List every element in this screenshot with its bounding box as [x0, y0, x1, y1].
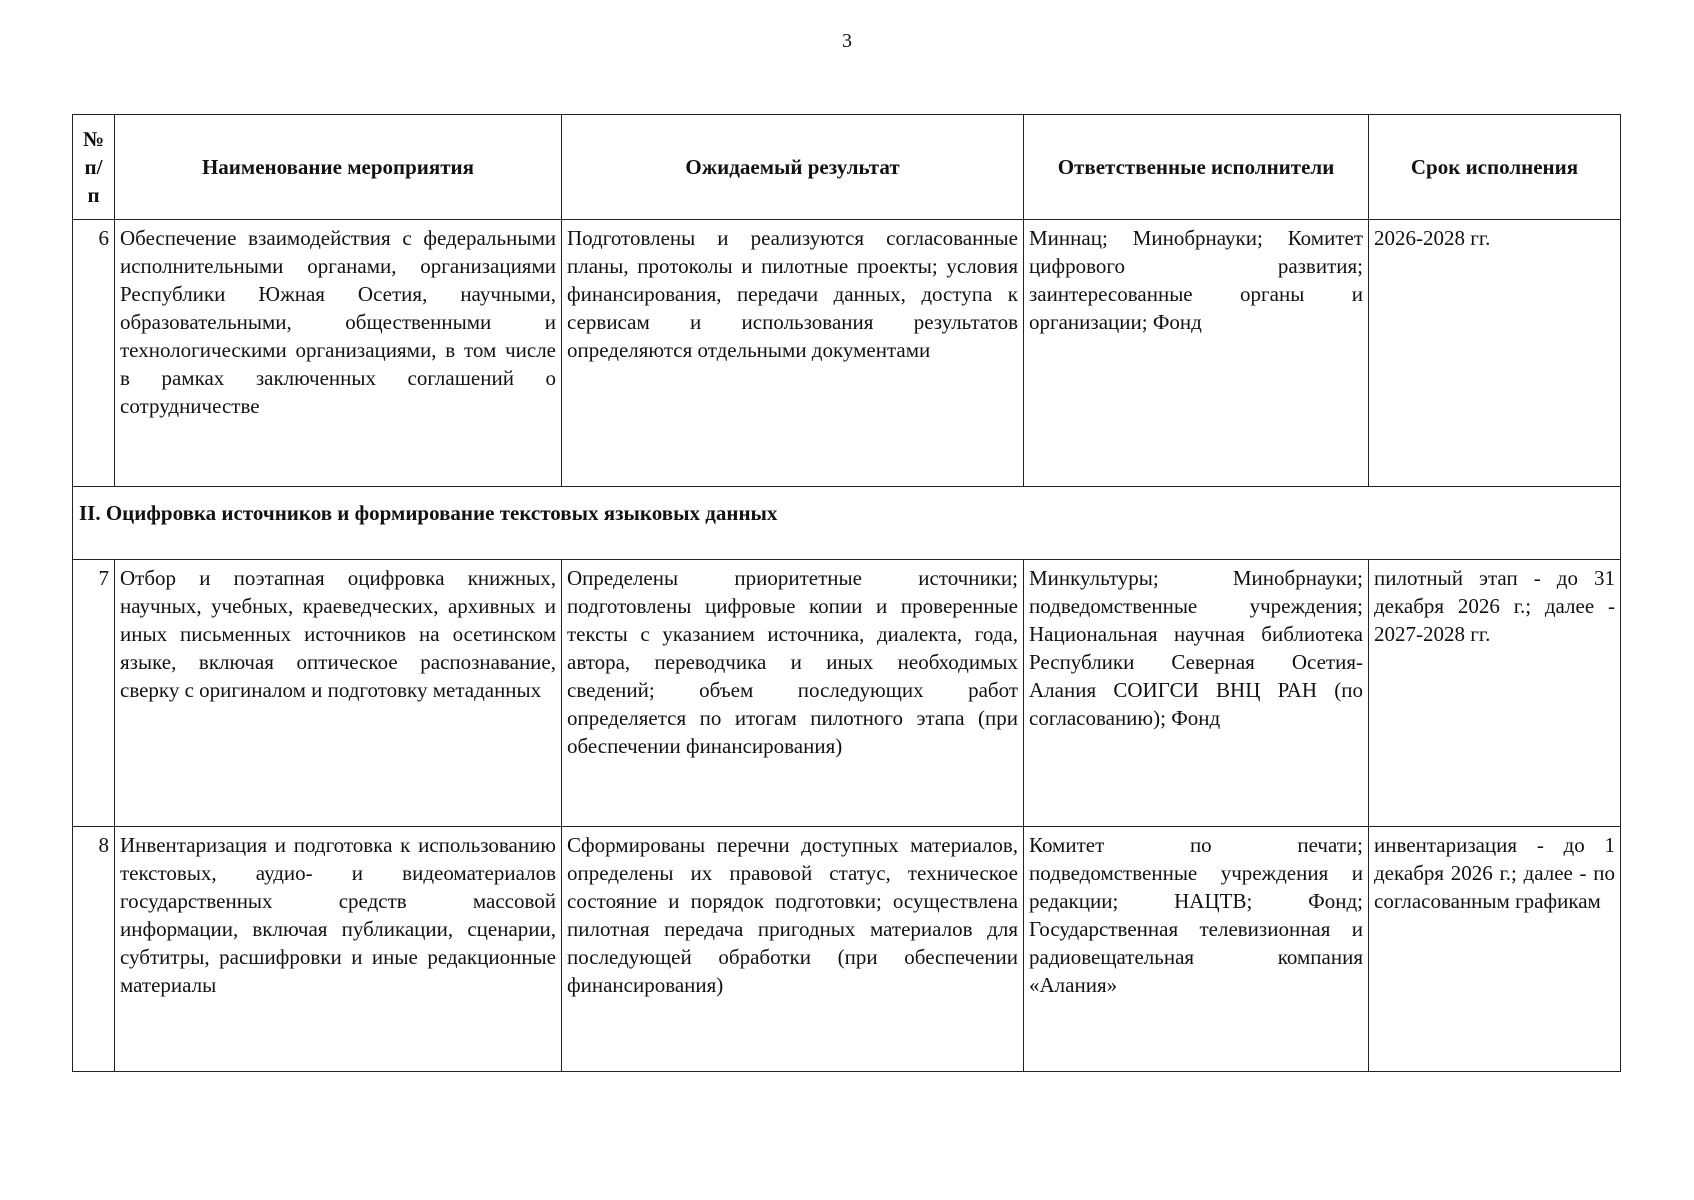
- table-row: [73, 560, 1621, 827]
- header-result: Ожидаемый результат: [562, 115, 1024, 220]
- row-responsible: Миннац; Минобрнауки; Комитет цифрового развития; заинтересованные органы и организации; Фонд: [1024, 220, 1369, 487]
- section-title: II. Оцифровка источников и формирование текстовых языковых данных: [73, 487, 1621, 560]
- page-number: 3: [842, 30, 852, 52]
- row-num: 6: [73, 220, 115, 487]
- row-term: 2026-2028 гг.: [1369, 220, 1621, 487]
- table-row: [73, 220, 1621, 487]
- header-num: № п/п: [73, 115, 115, 220]
- row-result: Подготовлены и реализуются согласованные планы, протоколы и пилотные проекты; условия финансирования, передачи данных, доступа к сервисам и использования результатов определяются отдельными документами: [562, 220, 1024, 487]
- header-responsible: Ответственные исполнители: [1024, 115, 1369, 220]
- table-header-row: [73, 115, 1621, 220]
- row-num: 8: [73, 827, 115, 1072]
- row-result: Определены приоритетные источники; подготовлены цифровые копии и проверенные тексты с указанием источника, диалекта, года, автора, переводчика и иных необходимых сведений; объем последующих работ определяется по итогам пилотного этапа (при обеспечении финансирования): [562, 560, 1024, 827]
- table-row: [73, 827, 1621, 1072]
- row-num: 7: [73, 560, 115, 827]
- header-term: Срок исполнения: [1369, 115, 1621, 220]
- row-responsible: Минкультуры; Минобрнауки; подведомственные учреждения; Национальная научная библиотека Республики Северная Осетия-Алания СОИГСИ ВНЦ РАН (по согласованию); Фонд: [1024, 560, 1369, 827]
- row-responsible: Комитет по печати; подведомственные учреждения и редакции; НАЦТВ; Фонд; Государственная телевизионная и радиовещательная компания «Алания»: [1024, 827, 1369, 1072]
- row-name: Отбор и поэтапная оцифровка книжных, научных, учебных, краеведческих, архивных и иных письменных источников на осетинском языке, включая оптическое распознавание, сверку с оригиналом и подготовку метаданных: [115, 560, 562, 827]
- header-name: Наименование мероприятия: [115, 115, 562, 220]
- row-term: инвентаризация - до 1 декабря 2026 г.; далее - по согласованным графикам: [1369, 827, 1621, 1072]
- row-name: Инвентаризация и подготовка к использованию текстовых, аудио- и видеоматериалов государственных средств массовой информации, включая публикации, сценарии, субтитры, расшифровки и иные редакционные материалы: [115, 827, 562, 1072]
- section-row: [73, 487, 1621, 560]
- action-plan-table: [72, 114, 1621, 1072]
- row-result: Сформированы перечни доступных материалов, определены их правовой статус, техническое состояние и порядок подготовки; осуществлена пилотная передача пригодных материалов для последующей обработки (при обеспечении финансирования): [562, 827, 1024, 1072]
- row-term: пилотный этап - до 31 декабря 2026 г.; далее - 2027-2028 гг.: [1369, 560, 1621, 827]
- row-name: Обеспечение взаимодействия с федеральными исполнительными органами, организациями Республики Южная Осетия, научными, образовательными, общественными и технологическими организациями, в том числе в рамках заключенных соглашений о сотрудничестве: [115, 220, 562, 487]
